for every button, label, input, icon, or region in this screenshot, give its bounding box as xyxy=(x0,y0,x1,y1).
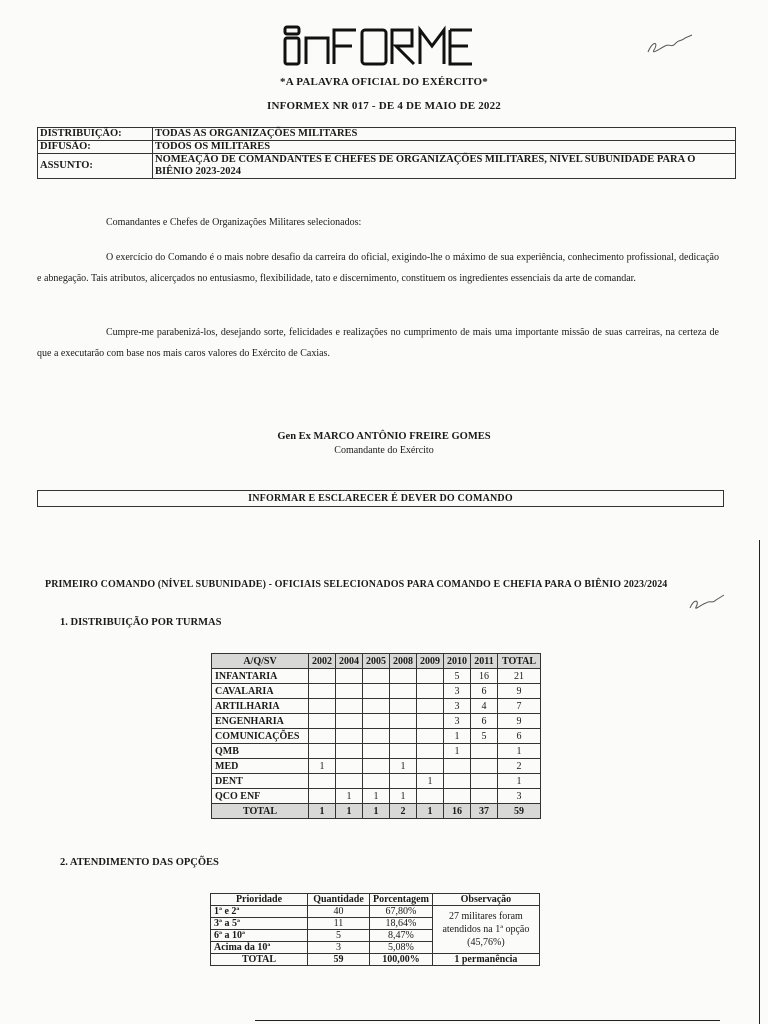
cell: 37 xyxy=(471,804,498,819)
cell xyxy=(309,789,336,804)
cell: MED xyxy=(212,759,309,774)
turmas-header-row xyxy=(212,654,541,669)
cell xyxy=(336,759,363,774)
cell xyxy=(417,669,444,684)
cell: 6 xyxy=(471,714,498,729)
cell: 5,08% xyxy=(370,942,433,954)
cell: 6ª a 10ª xyxy=(211,930,308,942)
cell xyxy=(417,789,444,804)
cell: 11 xyxy=(308,918,370,930)
cell xyxy=(336,729,363,744)
total-row xyxy=(212,804,541,819)
cell: 2 xyxy=(498,759,541,774)
col-header: 2008 xyxy=(390,654,417,669)
cell: 3 xyxy=(444,699,471,714)
cell: 5 xyxy=(471,729,498,744)
cell: 1 xyxy=(444,729,471,744)
cell xyxy=(363,759,390,774)
cell xyxy=(390,729,417,744)
meta-row-assunto xyxy=(38,154,736,179)
col-header: 2011 xyxy=(471,654,498,669)
cell xyxy=(390,669,417,684)
table-row xyxy=(212,714,541,729)
cell: 100,00% xyxy=(370,954,433,966)
cell xyxy=(363,699,390,714)
signatory-name: Gen Ex MARCO ANTÔNIO FREIRE GOMES xyxy=(277,431,491,442)
motto-text: INFORMAR E ESCLARECER É DEVER DO COMANDO xyxy=(248,493,513,504)
cell: 16 xyxy=(471,669,498,684)
paragraph-1: O exercício do Comando é o mais nobre desafio da carreira do oficial, exigindo-lhe o máximo de sua experiência, conhecimento profissional, dedicação e abnegação. Tais atributos, alicerçados no entusiasmo, flexibilidade, tato e discernimento, constituem os ingredientes essenciais da arte de comandar. xyxy=(37,252,719,284)
cell xyxy=(417,729,444,744)
cell xyxy=(336,774,363,789)
issue-number: INFORMEX NR 017 - DE 4 DE MAIO DE 2022 xyxy=(266,100,501,112)
cell: 6 xyxy=(498,729,541,744)
cell: 59 xyxy=(498,804,541,819)
cell: 6 xyxy=(471,684,498,699)
col-header: 2005 xyxy=(363,654,390,669)
cell: QCO ENF xyxy=(212,789,309,804)
cell xyxy=(336,684,363,699)
cell: 1 xyxy=(498,744,541,759)
scan-edge xyxy=(759,540,760,1024)
cell xyxy=(363,669,390,684)
cell xyxy=(363,684,390,699)
handwritten-initials-2 xyxy=(688,588,728,616)
table-row xyxy=(212,699,541,714)
cell: QMB xyxy=(212,744,309,759)
cell: 40 xyxy=(308,906,370,918)
cell xyxy=(309,714,336,729)
meta-value: TODAS AS ORGANIZAÇÕES MILITARES xyxy=(153,128,736,141)
cell xyxy=(390,714,417,729)
table-row xyxy=(212,744,541,759)
cell xyxy=(444,789,471,804)
motto-box xyxy=(37,490,724,507)
col-header: Observação xyxy=(432,894,539,906)
cell xyxy=(363,729,390,744)
cell: 1 xyxy=(363,804,390,819)
cell: 3 xyxy=(444,714,471,729)
table-row xyxy=(212,729,541,744)
cell: 59 xyxy=(308,954,370,966)
cell: 1 xyxy=(417,804,444,819)
cell xyxy=(390,684,417,699)
cell: 16 xyxy=(444,804,471,819)
cell: 1 xyxy=(390,759,417,774)
heading-opcoes: 2. ATENDIMENTO DAS OPÇÕES xyxy=(60,857,219,868)
cell: 21 xyxy=(498,669,541,684)
cell: 3 xyxy=(498,789,541,804)
cell xyxy=(363,714,390,729)
table-row xyxy=(212,684,541,699)
cell: 9 xyxy=(498,714,541,729)
cell xyxy=(390,699,417,714)
greeting: Comandantes e Chefes de Organizações Militares selecionados: xyxy=(106,217,362,228)
cell: DENT xyxy=(212,774,309,789)
cell: TOTAL xyxy=(212,804,309,819)
signatory-role: Comandante do Exército xyxy=(334,445,434,456)
cell: ENGENHARIA xyxy=(212,714,309,729)
meta-row-distribuicao xyxy=(38,128,736,141)
meta-key: DIFUSÃO: xyxy=(38,141,153,154)
col-header: Prioridade xyxy=(211,894,308,906)
cell: 1 xyxy=(390,789,417,804)
table-row xyxy=(212,759,541,774)
cell xyxy=(363,774,390,789)
cell: 1ª e 2ª xyxy=(211,906,308,918)
cell: ARTILHARIA xyxy=(212,699,309,714)
meta-key: ASSUNTO: xyxy=(38,154,153,179)
cell xyxy=(390,744,417,759)
cell: INFANTARIA xyxy=(212,669,309,684)
cell xyxy=(309,699,336,714)
cell xyxy=(471,759,498,774)
col-header: 2002 xyxy=(309,654,336,669)
cell: 1 xyxy=(309,804,336,819)
cell xyxy=(444,759,471,774)
cell xyxy=(471,789,498,804)
cell xyxy=(309,729,336,744)
cell: 2 xyxy=(390,804,417,819)
col-header: A/Q/SV xyxy=(212,654,309,669)
handwritten-initials xyxy=(645,30,695,60)
meta-key: DISTRIBUIÇÃO: xyxy=(38,128,153,141)
cell xyxy=(336,669,363,684)
cell: 5 xyxy=(308,930,370,942)
col-header: TOTAL xyxy=(498,654,541,669)
opcoes-table xyxy=(210,893,540,966)
cell xyxy=(336,744,363,759)
table-row xyxy=(211,906,540,918)
cell xyxy=(336,699,363,714)
slogan: *A PALAVRA OFICIAL DO EXÉRCITO* xyxy=(280,76,488,88)
cell: Acima da 10ª xyxy=(211,942,308,954)
cell xyxy=(417,684,444,699)
cell: 1 xyxy=(309,759,336,774)
cell xyxy=(444,774,471,789)
cell: 1 xyxy=(336,789,363,804)
meta-value: TODOS OS MILITARES xyxy=(153,141,736,154)
cell: 8,47% xyxy=(370,930,433,942)
cell xyxy=(309,669,336,684)
heading-turmas: 1. DISTRIBUIÇÃO POR TURMAS xyxy=(60,617,222,628)
cell xyxy=(417,714,444,729)
cell xyxy=(309,684,336,699)
cell: 4 xyxy=(471,699,498,714)
cell: 67,80% xyxy=(370,906,433,918)
cell xyxy=(363,744,390,759)
cell: 5 xyxy=(444,669,471,684)
cell: 7 xyxy=(498,699,541,714)
cell xyxy=(417,759,444,774)
cell xyxy=(417,699,444,714)
table-row xyxy=(212,774,541,789)
cell: 1 xyxy=(363,789,390,804)
cell xyxy=(471,744,498,759)
meta-value: NOMEAÇÃO DE COMANDANTES E CHEFES DE ORGANIZAÇÕES MILITARES, NÍVEL SUBUNIDADE PARA O BIÊNIO 2023-2024 xyxy=(153,154,736,179)
cell xyxy=(309,744,336,759)
cell: 1 xyxy=(336,804,363,819)
table-row xyxy=(212,669,541,684)
col-header: 2010 xyxy=(444,654,471,669)
cell: TOTAL xyxy=(211,954,308,966)
cell: 1 xyxy=(417,774,444,789)
col-header: 2009 xyxy=(417,654,444,669)
cell: 3ª a 5ª xyxy=(211,918,308,930)
col-header: Quantidade xyxy=(308,894,370,906)
cell xyxy=(336,714,363,729)
section-title: PRIMEIRO COMANDO (NÍVEL SUBUNIDADE) - OFICIAIS SELECIONADOS PARA COMANDO E CHEFIA PARA O BIÊNIO 2023/2024 xyxy=(45,579,668,590)
cell: 9 xyxy=(498,684,541,699)
table-row xyxy=(212,789,541,804)
informex-logo xyxy=(282,24,480,68)
col-header: Porcentagem xyxy=(370,894,433,906)
cell xyxy=(417,744,444,759)
cell: CAVALARIA xyxy=(212,684,309,699)
cell: COMUNICAÇÕES xyxy=(212,729,309,744)
cell xyxy=(471,774,498,789)
page-bottom-line xyxy=(255,1020,720,1021)
meta-row-difusao xyxy=(38,141,736,154)
total-row xyxy=(211,954,540,966)
opcoes-header-row xyxy=(211,894,540,906)
cell xyxy=(390,774,417,789)
turmas-table xyxy=(211,653,541,819)
cell: 18,64% xyxy=(370,918,433,930)
observation-cell: 27 militares foram atendidos na 1ª opção (45,76%) xyxy=(432,906,539,954)
header-table xyxy=(37,127,736,179)
cell: 1 permanência xyxy=(432,954,539,966)
cell: 3 xyxy=(444,684,471,699)
cell: 1 xyxy=(498,774,541,789)
paragraph-2: Cumpre-me parabenizá-los, desejando sorte, felicidades e realizações no cumprimento de mais uma importante missão de suas carreiras, na certeza de que a executarão com base nos mais caros valores do Exército de Caxias. xyxy=(37,327,719,359)
col-header: 2004 xyxy=(336,654,363,669)
cell xyxy=(309,774,336,789)
cell: 3 xyxy=(308,942,370,954)
cell: 1 xyxy=(444,744,471,759)
